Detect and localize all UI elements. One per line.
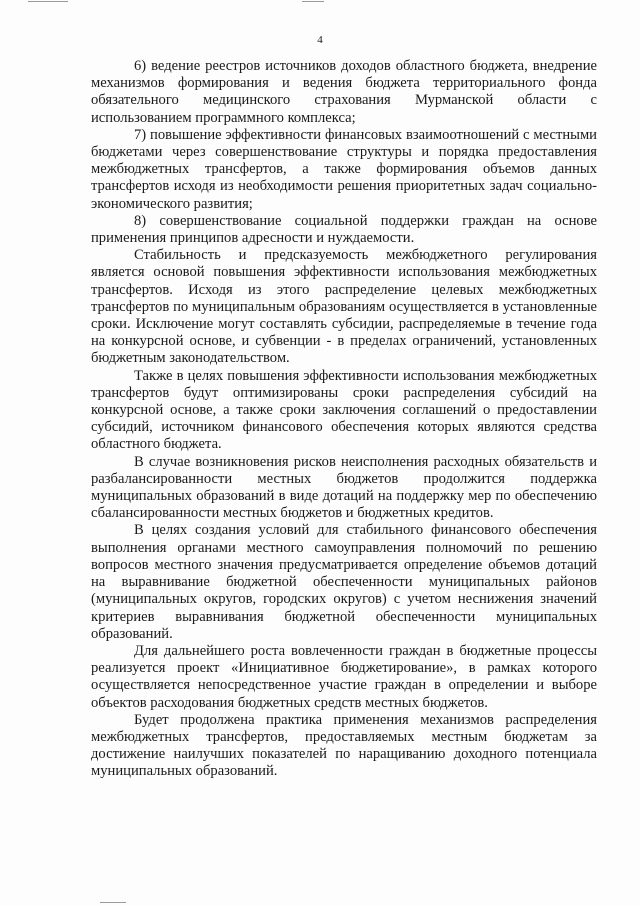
paragraph: 8) совершенствование социальной поддержки граждан на основе применения принципов адресности и нуждаемости. xyxy=(91,212,597,247)
paragraph: В целях создания условий для стабильного финансового обеспечения выполнения органами местного самоуправления полномочий по решению вопросов местного значения предусматривается определение объемов дотаций на выравнивание бюджетной обеспеченности муниципальных районов (муниципальных округов, городских округов) с учетом неснижения значений критериев выравнивания бюджетной обеспеченности муниципальных образований. xyxy=(91,522,597,642)
scan-artifact xyxy=(28,1,68,2)
page-number: 4 xyxy=(317,34,323,46)
paragraph: 7) повышение эффективности финансовых взаимоотношений с местными бюджетами через совершенствование структуры и порядка предоставления межбюджетных трансфертов, а также формирования объемов данных трансфертов исходя из необходимости решения приоритетных задач социально-экономического развития; xyxy=(91,126,597,212)
paragraph: В случае возникновения рисков неисполнения расходных обязательств и разбалансированности местных бюджетов продолжится поддержка муниципальных образований в виде дотаций на поддержку мер по обеспечению сбалансированности местных бюджетов и бюджетных кредитов. xyxy=(91,453,597,522)
paragraph: Стабильность и предсказуемость межбюджетного регулирования является основой повышения эффективности использования межбюджетных трансфертов. Исходя из этого распределение целевых межбюджетных трансфертов по муниципальным образованиям осуществляется в установленные сроки. Исключение могут составлять субсидии, распределяемые в течение года на конкурсной основе, и субвенции - в пределах ограничений, установленных бюджетным законодательством. xyxy=(91,247,597,367)
scan-artifact xyxy=(302,1,324,2)
paragraph: Будет продолжена практика применения механизмов распределения межбюджетных трансфертов, предоставляемых местным бюджетам за достижение наилучших показателей по наращиванию доходного потенциала муниципальных образований. xyxy=(91,711,597,780)
paragraph: Также в целях повышения эффективности использования межбюджетных трансфертов будут оптимизированы сроки распределения субсидий на конкурсной основе, а также сроки заключения соглашений о предоставлении субсидий, источником финансового обеспечения которых являются средства областного бюджета. xyxy=(91,367,597,453)
paragraph: 6) ведение реестров источников доходов областного бюджета, внедрение механизмов формирования и ведения бюджета территориального фонда обязательного медицинского страхования Мурманской области с использованием программного комплекса; xyxy=(91,58,597,126)
document-body xyxy=(91,58,597,781)
paragraph: Для дальнейшего роста вовлеченности граждан в бюджетные процессы реализуется проект «Инициативное бюджетирование», в рамках которого осуществляется непосредственное участие граждан в определении и выборе объектов расходования бюджетных средств местных бюджетов. xyxy=(91,642,597,711)
scan-artifact xyxy=(100,902,126,903)
